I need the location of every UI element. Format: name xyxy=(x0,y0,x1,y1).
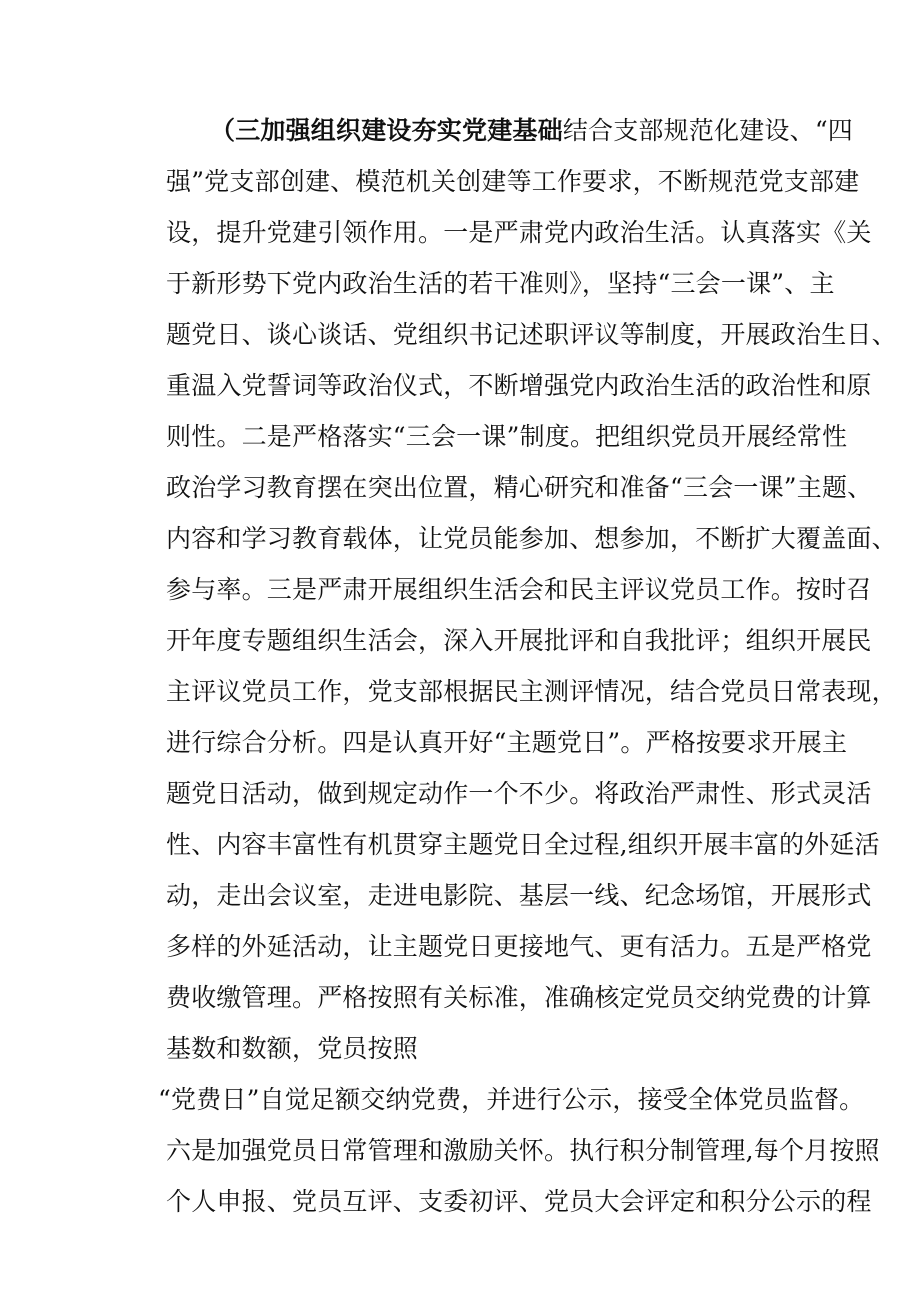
paragraph-line-17: 多样的外延活动，让主题党日更接地气、更有活力。五是严格党 xyxy=(166,932,872,961)
line-text: 结合支部规范化建设、“四 xyxy=(562,116,853,145)
paragraph-line-9: 内容和学习教育载体，让党员能参加、想参加，不断扩大覆盖面、 xyxy=(166,524,897,553)
paragraph-line-10: 参与率。三是严肃开展组织生活会和民主评议党员工作。按时召 xyxy=(166,575,872,604)
paragraph-line-8: 政治学习教育摆在突出位置，精心研究和准备“三会一课”主题、 xyxy=(166,473,873,502)
paragraph-line-22: 个人申报、党员互评、支委初评、党员大会评定和积分公示的程 xyxy=(166,1187,872,1216)
paragraph-line-11: 开年度专题组织生活会，深入开展批评和自我批评；组织开展民 xyxy=(166,626,872,655)
paragraph-line-18: 费收缴管理。严格按照有关标准，准确核定党员交纳党费的计算 xyxy=(166,983,872,1012)
paragraph-line-20: “党费日”自觉足额交纳党费，并进行公示，接受全体党员监督。 xyxy=(158,1085,865,1114)
paragraph-line-19: 基数和数额，党员按照 xyxy=(166,1034,419,1063)
paragraph-line-13: 进行综合分析。四是认真开好“主题党日”。严格按要求开展主 xyxy=(166,728,848,757)
paragraph-line-2: 强”党支部创建、模范机关创建等工作要求，不断规范党支部建 xyxy=(166,167,860,196)
paragraph-line-21: 六是加强党员日常管理和激励关怀。执行积分制管理,每个月按照 xyxy=(166,1136,880,1165)
paragraph-line-12: 主评议党员工作，党支部根据民主测评情况，结合党员日常表现， xyxy=(166,677,897,706)
paragraph-line-15: 性、内容丰富性有机贯穿主题党日全过程,组织开展丰富的外延活 xyxy=(166,830,880,859)
section-heading: （三加强组织建设夯实党建基础 xyxy=(210,116,563,145)
paragraph-line-1 xyxy=(210,106,853,156)
paragraph-line-3: 设，提升党建引领作用。一是严肃党内政治生活。认真落实《关 xyxy=(166,218,872,247)
paragraph-line-14: 题党日活动，做到规定动作一个不少。将政治严肃性、形式灵活 xyxy=(166,779,872,808)
paragraph-line-6: 重温入党誓词等政治仪式，不断增强党内政治生活的政治性和原 xyxy=(166,371,872,400)
paragraph-line-16: 动，走出会议室，走进电影院、基层一线、纪念场馆，开展形式 xyxy=(166,881,872,910)
paragraph-line-7: 则性。二是严格落实“三会一课”制度。把组织党员开展经常性 xyxy=(166,422,848,451)
paragraph-line-5: 题党日、谈心谈话、党组织书记述职评议等制度，开展政治生日、 xyxy=(166,320,897,349)
paragraph-line-4: 于新形势下党内政治生活的若干准则》，坚持“三会一课”、主 xyxy=(166,269,835,298)
